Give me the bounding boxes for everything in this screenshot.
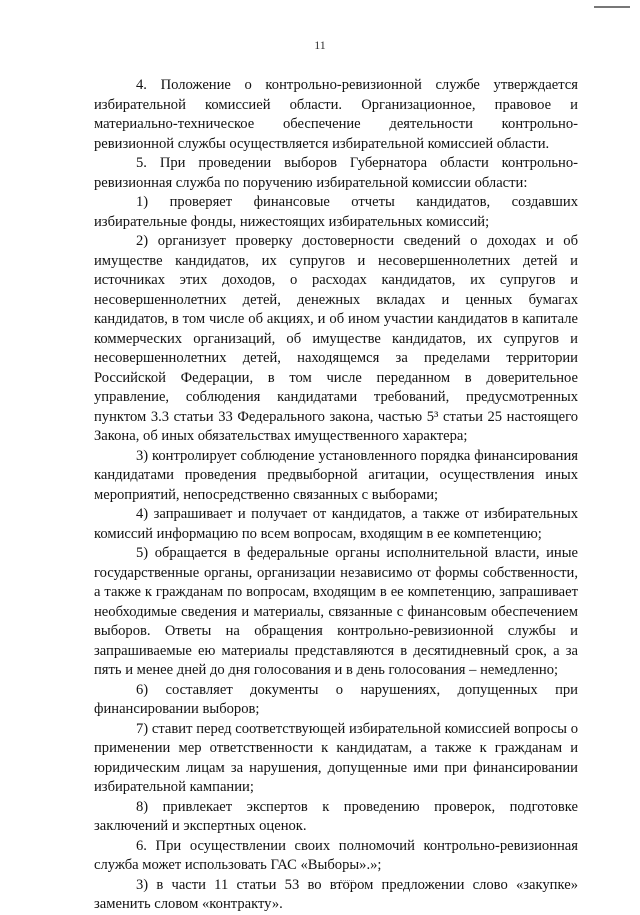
list-item-8: 8) привлекает экспертов к проведению проверок, подготовке заключений и экспертных оценок. [94, 798, 578, 834]
scan-artifact [340, 880, 354, 883]
page-number: 11 [314, 38, 326, 52]
paragraph-4-regulation: 4. Положение о контрольно-ревизионной службе утверждается избирательной комиссией области. Организационное, правовое и материально-техническое обеспечение деятельности контрольно-ревизионной службы осуществляется избирательной комиссией области. [94, 77, 578, 152]
scan-edge-mark [594, 6, 630, 8]
list-item-4: 4) запрашивает и получает от кандидатов, а также от избирательных комиссий информацию по всем вопросам, входящим в ее компетенцию; [94, 506, 578, 542]
list-item-7: 7) ставит перед соответствующей избирательной комиссией вопросы о применении мер ответственности к кандидатам, а также к гражданам и юридическим лицам за нарушения, допущенные ими при финансировании избирательной кампании; [94, 720, 578, 795]
paragraph-amendment-3: 3) в части 11 статьи 53 во втором предложении слово «закупке» заменить словом «контракту». [94, 876, 578, 912]
list-item-6: 6) составляет документы о нарушениях, допущенных при финансировании выборов; [94, 681, 578, 717]
paragraph-6-gas-vybory: 6. При осуществлении своих полномочий контрольно-ревизионная служба может использовать ГАС «Выборы».»; [94, 837, 578, 873]
list-item-1: 1) проверяет финансовые отчеты кандидатов, создавших избирательные фонды, нижестоящих избирательных комиссий; [94, 194, 578, 230]
list-item-2: 2) организует проверку достоверности сведений о доходах и об имуществе кандидатов, их супругов и несовершеннолетних детей и источниках этих доходов, о расходах кандидатов, их супругов и несовершеннолетних детей, денежных вкладах и ценных бумагах кандидатов, в том числе об акциях, и об ином участии кандидатов в капитале коммерческих организаций, об имуществе кандидатов, их супругов и несовершеннолетних детей, находящемся за пределами территории Российской Федерации, в том числе переданном в доверительное управление, соблюдения кандидатами требований, предусмотренных пунктом 3.3 статьи 33 Федерального закона, частью 5³ статьи 25 настоящего Закона, об иных обязательствах имущественного характера; [94, 233, 578, 444]
list-item-3: 3) контролирует соблюдение установленного порядка финансирования кандидатами проведения предвыборной агитации, осуществления иных мероприятий, непосредственно связанных с выборами; [94, 447, 578, 503]
paragraph-5-intro: 5. При проведении выборов Губернатора области контрольно-ревизионная служба по поручению избирательной комиссии области: [94, 155, 578, 191]
list-item-5: 5) обращается в федеральные органы исполнительной власти, иные государственные органы, организации независимо от формы собственности, а также к гражданам по вопросам, входящим в ее компетенцию, запрашивает необходимые сведения и материалы, связанные с финансовым обеспечением выборов. Ответы на обращения контрольно-ревизионной службы и запрашиваемые ею материалы представляются в десятидневный срок, а за пять и менее дней до дня голосования и в день голосования – немедленно; [94, 545, 578, 678]
document-body [94, 76, 578, 915]
